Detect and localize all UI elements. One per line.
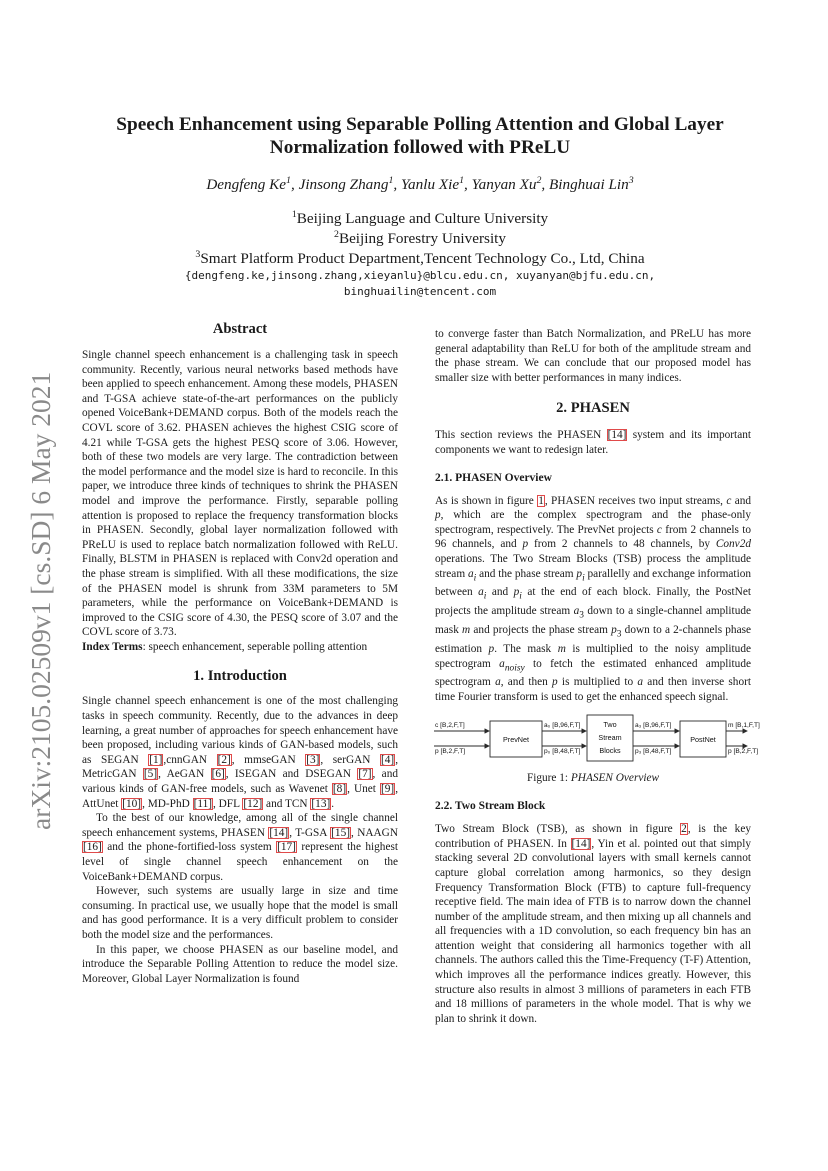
text-run: to fetch the estimated enhanced amplitude spectrogram [435, 657, 751, 689]
text-run: , MD-PhD [142, 797, 193, 810]
two-stream-block-paragraph [435, 822, 751, 1026]
affil-num: 3 [195, 248, 201, 260]
text-run: ,cnnGAN [163, 753, 217, 766]
text-run: , and various kinds of GAN-free models, such as Wavenet [82, 768, 398, 796]
math-sub: 3 [616, 629, 622, 640]
arxiv-stamp [14, 362, 62, 832]
figure-caption [435, 771, 751, 786]
figure-link[interactable]: 2 [681, 823, 687, 836]
math-var: p [611, 624, 617, 637]
arxiv-stamp-text: arXiv:2105.02509v1 [cs.SD] 6 May 2021 [25, 371, 56, 830]
tsb-label-3: Blocks [599, 745, 621, 755]
math-var: p [522, 538, 529, 551]
abstract-heading: Abstract [212, 321, 268, 337]
author-list: Dengfeng Ke$^1$, Jinsong Zhang$^1$, Yanlu Xie$^1$, Yanyan Xu$^2$, Binghuai Lin$^3$ [206, 174, 634, 193]
citation-link[interactable]: [6] [211, 768, 225, 781]
phasen-intro-paragraph [435, 428, 751, 457]
text-run: , MetricGAN [82, 753, 399, 781]
email-line-2: binghuailin@tencent.com [343, 285, 497, 298]
citation-link[interactable]: [13] [311, 797, 331, 810]
citation-link[interactable]: [1] [149, 753, 163, 766]
input-c-label: c [B,2,F,T] [435, 721, 465, 729]
postnet-label: PostNet [690, 734, 716, 744]
phasen-overview-paragraph [435, 494, 751, 705]
text-run: Single channel speech enhancement is one of the most challenging tasks in speech community. Recently, due to the advances in deep learning, a great number of approaches for speech enhancement have been proposed, including various kinds of GAN-based models, such as SEGAN [82, 695, 398, 766]
text-run: . [331, 797, 335, 810]
citation-link[interactable]: [14] [571, 837, 591, 850]
prevnet-label: PrevNet [503, 734, 529, 744]
index-terms [82, 640, 398, 655]
citation-link[interactable]: [5] [143, 768, 158, 781]
text-run: is multiplied to the noisy amplitude spectrogram [435, 642, 751, 670]
text-run: , AeGAN [158, 768, 211, 781]
affil-num: 1 [291, 208, 297, 220]
math-sub: i [582, 572, 585, 583]
math-var: a [573, 605, 580, 618]
a0-label: a₀ [B,96,F,T] [544, 721, 581, 729]
p3-label: p₃ [B,48,F,T] [635, 747, 672, 755]
index-terms-label: Index Terms [82, 640, 143, 653]
math-var: a [478, 586, 484, 599]
citation-link[interactable]: [14] [269, 826, 289, 839]
text-run: and projects the phase stream [470, 624, 612, 637]
citation-link[interactable]: [10] [122, 797, 142, 810]
math-var: m [462, 624, 471, 637]
phasen-heading: 2. PHASEN [556, 400, 630, 417]
two-stream-block-heading: 2.2. Two Stream Block [435, 800, 546, 813]
math-sub: i [483, 591, 487, 602]
citation-link[interactable]: [17] [277, 841, 296, 854]
author-emails [70, 268, 770, 300]
intro-heading: 1. Introduction [193, 668, 287, 685]
intro-paragraph-2 [82, 811, 398, 884]
title-line-1: Speech Enhancement using Separable Polling Attention and Global Layer [116, 114, 724, 135]
figure-link[interactable]: 1 [538, 494, 544, 507]
text-run: Two Stream Block (TSB), as shown in figure [435, 823, 681, 836]
a3-label: a₃ [B,96,F,T] [635, 721, 672, 729]
text-run: , AttUnet [82, 783, 399, 810]
math-var: m [557, 642, 566, 655]
text-run: , which are the complex spectrogram and the phase-only spectrogram, respectively. The PrevNet projects [435, 509, 751, 536]
arxiv-stamp-svg [14, 362, 62, 832]
text-run: , NAAGN [351, 826, 398, 839]
intro-paragraph-1 [82, 694, 398, 811]
text-run: at the end of each block. Finally, the PostNet projects the amplitude stream [435, 586, 751, 618]
text-run: . The mask [494, 642, 558, 655]
citation-link[interactable]: [9] [381, 783, 395, 796]
text-run: , Unet [347, 783, 380, 796]
affiliation-2: Beijing Forestry University [338, 230, 506, 247]
affiliation-1: Beijing Language and Culture University [296, 210, 549, 227]
math-var: a [637, 676, 644, 689]
text-run: and TCN [263, 797, 311, 810]
figure-caption-text: PHASEN Overview [570, 771, 660, 784]
text-run: operations. The Two Stream Blocks (TSB) process the amplitude stream [435, 552, 751, 580]
citation-link[interactable]: [16] [83, 841, 102, 854]
intro-continued-paragraph: to converge faster than Batch Normalization, and PReLU has more general adaptability than ReLU for both of the amplitude stream and the phase stream. We can conclude that our proposed model has smaller size with better performances in many indices. [435, 328, 751, 384]
left-column [82, 320, 398, 986]
affil-num: 2 [334, 228, 339, 240]
citation-link[interactable]: [8] [332, 783, 347, 796]
math-sub: i [473, 572, 477, 583]
text-run: As is shown in figure [435, 494, 538, 507]
output-p-label: p [B,2,F,T] [728, 747, 759, 755]
text-run: To the best of our knowledge, among all of the single channel speech enhancement systems, PHASEN [82, 812, 398, 839]
text-run: and then inverse short time Fourier transform is used to get the enhanced speech signal. [435, 676, 751, 703]
math-var: Conv2d [715, 538, 751, 551]
text-run: from 2 channels to 48 channels, by [528, 538, 716, 551]
text-run: from 2 channels to 96 channels, and [435, 523, 751, 551]
author-name: Binghuai Lin [548, 176, 629, 193]
text-run: , ISEGAN and DSEGAN [225, 768, 358, 781]
right-column [435, 327, 760, 1026]
text-run: system and its important components we want to redesign later. [435, 429, 751, 456]
email-line-1: {dengfeng.ke,jinsong.zhang,xieyanlu}@blcu.edu.cn, xuyanyan@bjfu.edu.cn, [184, 269, 656, 282]
phasen-diagram [433, 715, 760, 763]
text-run: This section reviews the PHASEN [435, 429, 607, 442]
author-affil: 1 [388, 174, 394, 186]
text-run: down to a 2-channels phase estimation [435, 624, 752, 655]
index-terms-text: : speech enhancement, seperable polling attention [142, 640, 368, 653]
math-sub: i [519, 591, 522, 602]
affiliations [70, 209, 770, 269]
math-sub: 3 [579, 610, 584, 621]
math-var: a [467, 567, 474, 580]
text-run: down to a single-channel amplitude mask [435, 605, 752, 637]
citation-link[interactable]: [14] [607, 429, 627, 442]
text-run: , mmseGAN [231, 753, 306, 766]
title-line-2: Normalization followed with PReLU [269, 137, 571, 158]
input-p-label: p [B,2,F,T] [435, 747, 466, 755]
p0-label: p₀ [B,48,F,T] [544, 747, 581, 755]
citation-link[interactable]: [3] [306, 753, 320, 766]
affiliation-3: Smart Platform Product Department,Tencent Technology Co., Ltd, China [200, 250, 645, 267]
paper-title [70, 113, 770, 159]
text-run: and the phone-fortified-loss system [102, 841, 277, 854]
text-run: and [486, 586, 514, 599]
math-var: a [495, 676, 501, 689]
intro-paragraph-3: However, such systems are usually large in size and time consuming. In practical use, we usually hope that the model is small and has good performance. It is a very difficult problem to consider both the model size and the performances. [82, 885, 398, 941]
output-m-label: m [B,1,F,T] [728, 721, 760, 729]
tsb-label-1: Two [603, 719, 617, 729]
math-var: p [488, 642, 495, 655]
author-name: Jinsong Zhang [298, 176, 389, 193]
author-name: Yanlu Xie [400, 176, 460, 193]
author-affil: 1 [459, 174, 465, 186]
tsb-label-2: Stream [598, 732, 622, 742]
abstract-text: Single channel speech enhancement is a challenging task in speech community. Recently, various neural networks based methods have been applied to speech enhancement. Among these models, PHASEN and T-GSA achieve state-of-the-art performances on the publicly opened VoiceBank+DEMAND corpus. Both of the models reach the COVL score of 3.62. PHASEN achieves the highest CSIG score of 4.21 while T-GSA gets the highest PESQ score of 3.06. However, both of these two models are very large. The contradiction between the model performance and the model size is hard to reconcile. In this paper, we introduce three kinds of techniques to shrink the PHASEN model and improve the performance. Firstly, separable polling attention is proposed to replace the frequency transformation blocks in PHASEN. Secondly, global layer normalization followed with PReLU is used to replace batch normalization followed with ReLU. Finally, BLSTM in PHASEN is replaced with Conv2d operation and the phase stream is simplified. With all these modifications, the size of the PHASEN model is shrunk from 33M parameters to 5M parameters, while the performance on VoiceBank+DEMAND is improved to the CSIG score of 4.30, the PESQ score of 3.07 and the COVL score of 3.73. [82, 349, 398, 639]
citation-link[interactable]: [7] [358, 768, 372, 781]
author-affil: 1 [286, 174, 291, 186]
math-var: p [552, 676, 558, 689]
text-run: , PHASEN receives two input streams, [544, 494, 727, 507]
text-run: represent the highest level of single channel speech enhancement on the VoiceBank+DEMAND corpus. [82, 841, 399, 883]
math-var: p [576, 567, 583, 580]
text-run: , DFL [213, 797, 243, 810]
citation-link[interactable]: [12] [243, 797, 263, 810]
math-var: c [656, 523, 662, 536]
text-run: , T-GSA [289, 826, 331, 839]
math-var: p [513, 586, 520, 599]
text-run: and the phase stream [476, 567, 577, 580]
author-affil: 3 [628, 174, 634, 186]
citation-link[interactable]: [4] [381, 753, 395, 766]
citation-link[interactable]: [2] [217, 753, 231, 766]
text-run: is multiplied to [557, 676, 638, 689]
author-affil: 2 [536, 174, 542, 186]
phasen-overview-heading: 2.1. PHASEN Overview [435, 471, 552, 484]
citation-link[interactable]: [15] [331, 826, 350, 839]
math-var: c [726, 494, 732, 507]
math-var: p [435, 509, 441, 522]
math-sub: noisy [504, 662, 525, 673]
intro-paragraph-4: In this paper, we choose PHASEN as our baseline model, and introduce the Separable Polling Attention to reduce the model size. Moreover, Global Layer Normalization is found [82, 943, 398, 985]
text-run: , and then [500, 676, 553, 689]
text-run: and [731, 494, 752, 507]
figure-1 [435, 715, 760, 763]
math-var: a [499, 657, 505, 670]
author-name: Dengfeng Ke [206, 176, 287, 193]
text-run: , serGAN [320, 753, 380, 766]
citation-link[interactable]: [11] [193, 797, 212, 810]
text-run: , Yin et al. pointed out that simply stacking several 2D convolutional layers with small kernels cannot capture global correlation among harmonics, so they design Frequency Transformation Block (FTB) to capture full-frequency receptive field. The main idea of FTB is to narrow down the channel number of the amplitude stream, and then mixing up all channels and all frequencies with a 1D convolution, so each frequency bin has an attention weight that considering all harmonics together with all channels. The authors called this the Time-Frequency (T-F) Attention, which improves all the performance indices greatly. However, this structure also results in almost 3 millions of parameters in each FTB and 18 millions of parameters in the whole model. That is why we plan to shrink it down. [435, 837, 751, 1025]
text-run: , is the key contribution of PHASEN. In [435, 823, 751, 850]
author-name: Yanyan Xu [471, 176, 537, 193]
figure-caption-label: Figure 1: [526, 771, 571, 784]
text-run: parallelly and exchange information between [435, 567, 752, 599]
